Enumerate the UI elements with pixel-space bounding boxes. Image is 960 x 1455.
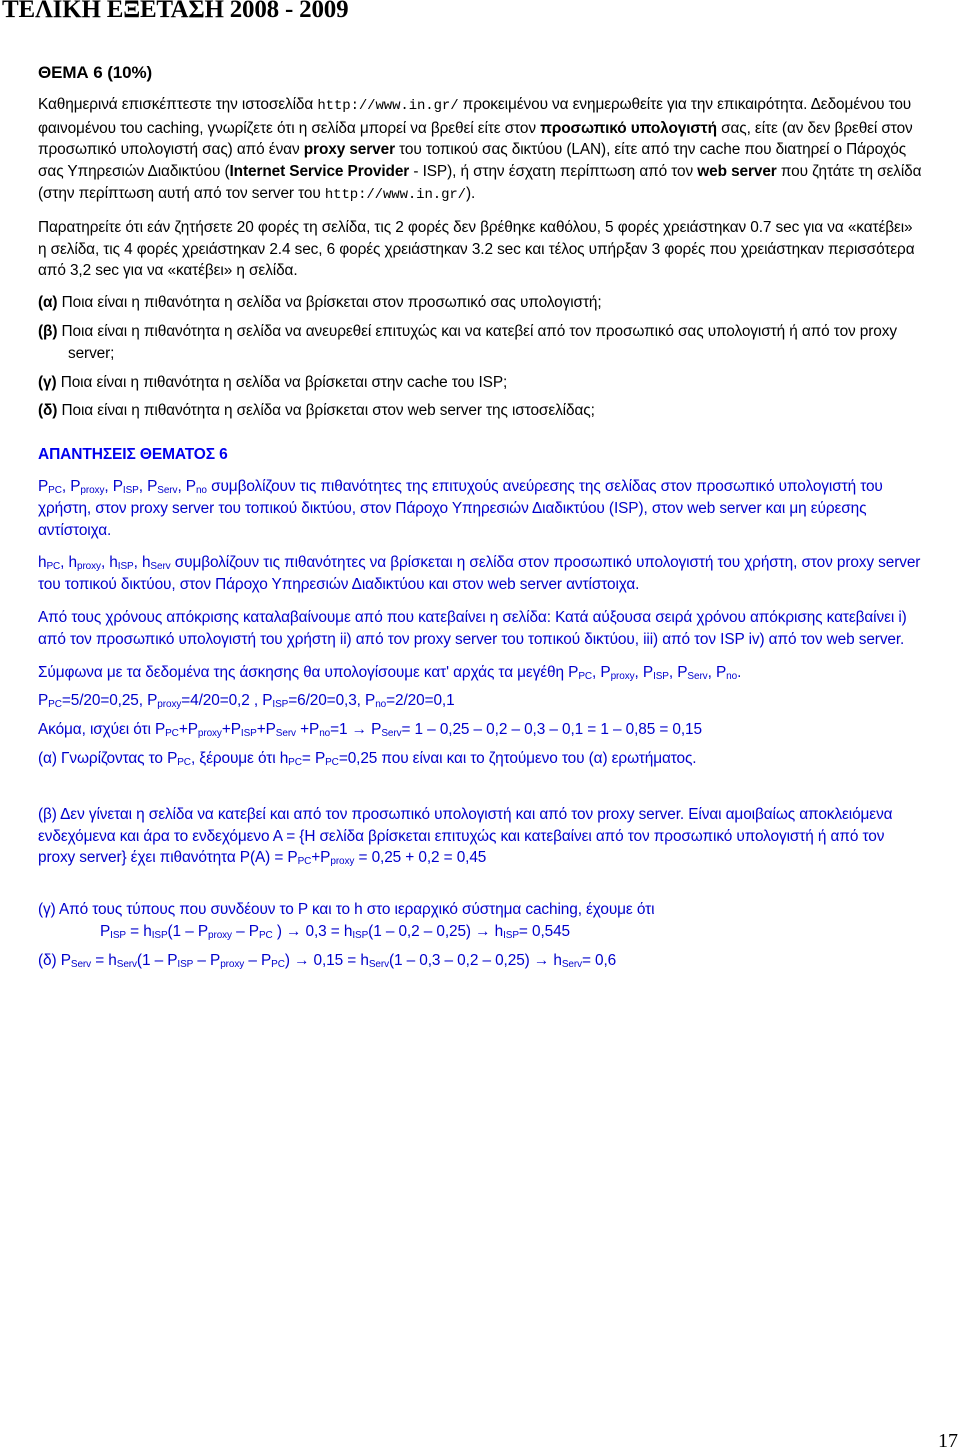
problem-observation: Παρατηρείτε ότι εάν ζητήσετε 20 φορές τη σελίδα, τις 2 φορές δεν βρέθηκε καθόλου, 5 φορές χρειάστηκαν 0.7 sec για να «κατέβει» η σελίδα, τις 4 φορές χρειάστηκαν 2.4 sec, 6 φορές χρειάστηκαν 3.2 sec και τέλος υπήρξαν 3 φορές που χρειάστηκαν περισσότερα από 3,2 sec για να «κατέβει» η σελίδα. — [38, 218, 915, 280]
question-d: (δ) Ποια είναι η πιθανότητα η σελίδα να βρίσκεται στον web server της ιστοσελίδας; — [38, 402, 595, 420]
problem-heading: ΘΕΜΑ 6 (10%) — [38, 63, 153, 82]
answer-paragraph-order: Από τους χρόνους απόκρισης καταλαβαίνουμε από που κατεβαίνει η σελίδα: Κατά αύξουσα σειρά χρόνου απόκρισης κατεβαίνει i) από τον προσωπικό υπολογιστή του χρήστη ii) από τον proxy server του τοπικού δικτύου, iii) από τον ISP iv) από τον web server. — [38, 608, 907, 648]
intro-text-3: σας, είτε (αν δεν βρεθεί στον προσωπικό υπολογιστή σας) από έναν — [38, 119, 913, 159]
formula-probabilities: $P_{PC}=5/20=0,25$, $P_{proxy}=4/20=0,2$ , $P_{ISP}=6/20=0,3$, $P_{no}=2/20=0,1$ — [38, 692, 455, 711]
arrow-icon: → — [294, 951, 310, 969]
bold-term-web-server: web server — [697, 163, 777, 181]
question-a: (α) Ποια είναι η πιθανότητα η σελίδα να βρίσκεται στον προσωπικό σας υπολογιστή; — [38, 294, 602, 312]
bold-term-isp: Internet Service Provider — [229, 163, 410, 181]
arrow-icon: → — [351, 721, 367, 739]
arrow-icon: → — [533, 951, 550, 969]
answers-section — [38, 444, 923, 971]
formula-sum: Ακόμα, ισχύει ότι $P_{PC}+P_{proxy}+P_{ISP}+P_{Serv} +P_{no}=1 \to P_{Serv}= 1 - 0,25 - 0,2 - 0,3 - 0,1 = 1 - 0,85 = 0,15$ — [38, 721, 702, 740]
answer-d: (δ) $P_{Serv} = h_{Serv}(1 - P_{ISP} - P_{proxy} - P_{PC}) \to 0,15 = h_{Serv}(1 - 0,3 - 0,2 - 0,25) \to h_{Serv}= 0,6$ — [38, 951, 617, 970]
answer-paragraph-p: $P_{PC}$, $P_{proxy}$, $P_{ISP}$, $P_{Serv}$, $P_{no}$ συμβολίζουν τις πιθανότητες της επιτυχούς ανεύρεσης της σελίδας στον προσωπικό υπολογιστή του χρήστη, στον proxy server του τοπικού δικτύου, στον Πάροχο Υπηρεσιών Διαδικτύου (ISP), στον web server και μη εύρεσης αντίστοιχα. — [38, 477, 883, 539]
intro-text-6: που ζητάτε τη σελίδα (στην περίπτωση αυτή από τον server του — [38, 163, 922, 202]
arrow-icon: → — [475, 922, 491, 940]
question-b: (β) Ποια είναι η πιθανότητα η σελίδα να ανευρεθεί επιτυχώς και να κατεβεί από τον προσωπικό σας υπολογιστή ή από τον proxy server; — [38, 322, 897, 362]
document-header-title: ΤΕΛΙΚΗ ΕΞΕΤΑΣΗ 2008 - 2009 — [2, 0, 349, 23]
question-c: (γ) Ποια είναι η πιθανότητα η σελίδα να βρίσκεται στην cache του ISP; — [38, 373, 508, 391]
intro-text-7: ). — [465, 184, 476, 202]
url-text: http://www.in.gr/ — [317, 97, 459, 114]
answer-b: (β) Δεν γίνεται η σελίδα να κατεβεί και από τον προσωπικό υπολογιστή και από τον proxy server. Είναι αμοιβαίως αποκλειόμενα ενδεχόμενα και άρα το ενδεχόμενο Α = {Η σελίδα βρίσκεται επιτυχώς και κατεβαίνει από τον προσωπικό υπολογιστή ή από τον proxy server} έχει πιθανότητα $P(A) = P_{PC}+P_{proxy} = 0,25 + 0,2 = 0,45$ — [38, 805, 893, 868]
problem-intro — [38, 94, 923, 207]
answer-paragraph-quantities: Σύμφωνα με τα δεδομένα της άσκησης θα υπολογίσουμε κατ' αρχάς τα μεγέθη $P_{PC}$, $P_{proxy}$, $P_{ISP}$, $P_{Serv}$, $P_{no}$. — [38, 663, 742, 682]
answers-heading: ΑΠΑΝΤΗΣΕΙΣ ΘΕΜΑΤΟΣ 6 — [38, 446, 228, 464]
bold-term-proxy: proxy server — [303, 141, 395, 159]
page-number: 17 — [938, 1430, 958, 1452]
intro-text-1: Καθημερινά επισκέπτεστε την ιστοσελίδα — [38, 95, 318, 113]
intro-text-4: του τοπικού σας δικτύου (LAN), είτε από την cache που διατηρεί ο Πάροχός σας Υπηρεσιών Διαδικτύου ( — [38, 141, 907, 181]
intro-text-2: προκειμένου να ενημερωθείτε για την επικαιρότητα. Δεδομένου του φαινομένου του caching, γνωρίζετε ότι η σελίδα μπορεί να βρεθεί είτε στον — [38, 95, 912, 137]
answer-paragraph-h: $h_{PC}$, $h_{proxy}$, $h_{ISP}$, $h_{Serv}$ συμβολίζουν τις πιθανότητες να βρίσκεται η σελίδα στον προσωπικό υπολογιστή του χρήστη, στον proxy server του τοπικού δικτύου, στον Πάροχο Υπηρεσιών Διαδικτύου και στον web server αντίστοιχα. — [38, 554, 921, 594]
answer-c-intro: (γ) Από τους τύπους που συνδέουν το P και το h στο ιεραρχικό σύστημα caching, έχουμε ότι — [38, 901, 655, 919]
bold-term-pc: προσωπικό υπολογιστή — [540, 119, 717, 137]
arrow-icon: → — [286, 922, 302, 940]
url-text: http://www.in.gr/ — [324, 186, 466, 203]
intro-text-5: - ISP), ή στην έσχατη περίπτωση από τον — [409, 163, 698, 181]
exam-sheet — [38, 62, 923, 979]
answer-a: (α) Γνωρίζοντας το $P_{PC}$, ξέρουμε ότι $h_{PC}= P_{PC}=0,25$ που είναι και το ζητούμενο του (α) ερωτήματος. — [38, 749, 697, 768]
answer-c-formula: $P_{ISP} = h_{ISP}(1 - P_{proxy} - P_{PC}$ ) → $0,3 = h_{ISP}(1 - 0,2 - 0,25) \to h_{ISP}= 0,545$ — [100, 922, 571, 941]
